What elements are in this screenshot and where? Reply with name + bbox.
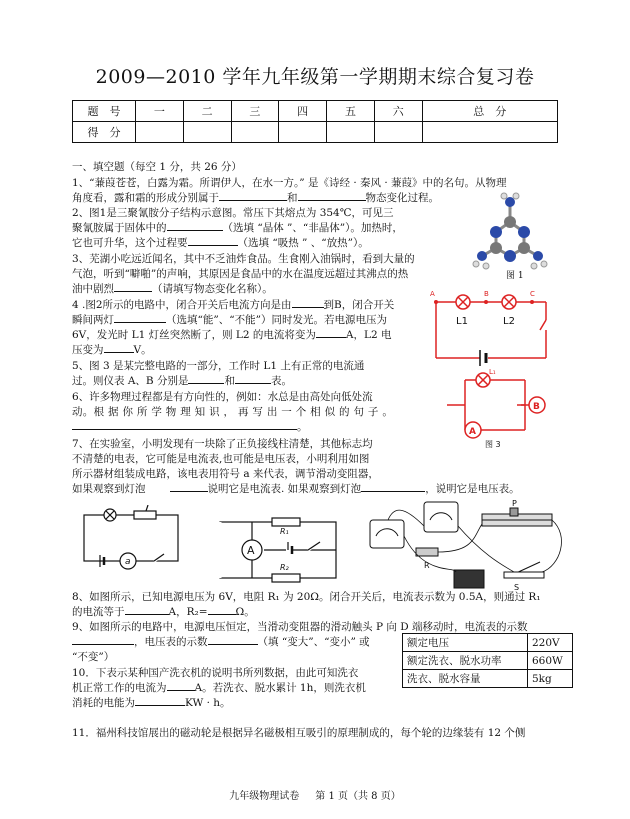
question-7-line-2: 不清楚的电表，它可能是电流表,也可能是电压表，小明利用如图 — [72, 453, 370, 465]
question-text: A。若洗衣、脱水累计 1h，则洗衣机 — [194, 682, 366, 694]
score-table-score-row — [73, 122, 558, 143]
question-text: 压变为 — [72, 344, 104, 356]
question-6-line-1: 6、许多物理过程都是有方向性的，例如：水总是由高处向低处流 — [72, 391, 373, 403]
meter-left — [370, 520, 404, 548]
question-text: 油中剧烈 — [72, 283, 114, 295]
answer-blank[interactable] — [114, 322, 166, 323]
question-6-line-2: 动。根 据 你 所 学 物 理 知 识 ， 再 写 出 一 个 相 似 的 句 子 。 — [72, 406, 394, 418]
answer-blank[interactable] — [208, 644, 258, 645]
question-text: 。 — [297, 421, 308, 433]
question-text: 表。 — [270, 375, 292, 387]
answer-blank[interactable] — [298, 200, 366, 201]
question-10-line-2 — [72, 681, 397, 696]
question-text: 6V，发光时 L1 灯丝突然断了，则 L2 的电流将变为 — [72, 329, 316, 341]
question-6-line-3 — [72, 420, 572, 435]
question-text: 过。则仪表 A、B 分别是 — [72, 375, 189, 387]
figure-2-point-c: C — [530, 290, 535, 298]
washer-spec-table — [402, 633, 573, 688]
footer-subject: 九年级物理试卷 — [229, 791, 300, 802]
question-text: 和 — [287, 192, 298, 204]
resistor-r1 — [272, 518, 300, 526]
question-8-line-1: 8、如图所示，已知电源电压为 6V，电阻 R₁ 为 20Ω。闭合开关后，电流表示数为 0.5A，则通过 R₁ — [72, 591, 541, 603]
score-header-cell: 一 — [136, 101, 184, 122]
resistor-label: R₁ — [280, 527, 289, 536]
figure-2-circuit — [428, 288, 558, 368]
question-7-line-4 — [72, 482, 582, 497]
ammeter-label: A — [247, 544, 255, 557]
answer-blank[interactable] — [235, 383, 271, 384]
question-9-apparatus — [364, 496, 570, 592]
score-header-cell: 总 分 — [422, 101, 557, 122]
question-text: 聚氰胺属于固体中的 — [72, 222, 167, 234]
spec-row — [403, 634, 573, 652]
figure-2-lamp-label: L2 — [503, 316, 515, 327]
figure-3-meter-b: B — [533, 402, 540, 412]
spec-value: 660W — [528, 652, 573, 670]
switch-label: S — [514, 583, 520, 592]
question-9-line-3: “不变”） — [72, 651, 115, 663]
score-header-cell: 六 — [374, 101, 422, 122]
figure-3-meter-a: A — [469, 427, 476, 437]
figure-2-point-b: B — [484, 290, 489, 298]
question-8-circuit — [212, 512, 344, 586]
answer-blank[interactable] — [114, 291, 152, 292]
meter-top — [424, 502, 458, 532]
question-text: A，R₂= — [168, 606, 208, 618]
score-input-cell[interactable] — [231, 122, 279, 143]
question-text: （填 “变大”、“变小” 或 — [257, 636, 370, 648]
rheostat-slider-label: P — [512, 499, 517, 508]
spec-row — [403, 670, 573, 688]
figure-2-lamp-label: L1 — [456, 316, 468, 327]
answer-blank[interactable] — [167, 690, 195, 691]
answer-blank[interactable] — [72, 429, 297, 430]
question-text: 它也可升华，这个过程要 — [72, 237, 188, 249]
question-1-line-1: 1、“蒹葭苍苍，白露为霜。所谓伊人，在水一方。” 是《诗经 · 秦风 · 蒹葭》中的名句。从物理 — [72, 177, 507, 189]
meter-symbol-a: a — [125, 557, 131, 567]
question-text: ，说明它是电压表。 — [425, 483, 520, 495]
score-header-cell: 三 — [231, 101, 279, 122]
answer-blank[interactable] — [316, 337, 346, 338]
question-10-line-1: 10．下表示某种国产洗衣机的说明书所列数据，由此可知洗衣 — [72, 667, 359, 679]
question-text: ，电压表的示数 — [134, 636, 208, 648]
question-3-line-1: 3、芜湖小吃远近闻名，其中不乏油炸食品。生食刚入油锅时，看到大量的 — [72, 253, 415, 265]
question-text: 消耗的电能为 — [72, 697, 135, 709]
spec-label: 额定电压 — [403, 634, 528, 652]
footer-page-number: 第 1 页（共 8 页） — [315, 791, 401, 802]
answer-blank[interactable] — [188, 383, 224, 384]
page-title: 2009—2010 学年九年级第一学期期末综合复习卷 — [95, 66, 535, 88]
answer-blank[interactable] — [135, 705, 185, 706]
figure-2-point-a: A — [430, 290, 435, 298]
spec-value: 5kg — [528, 670, 573, 688]
question-5-line-1: 5、图 3 是某完整电路的一部分，工作时 L1 上有正常的电流通 — [72, 360, 365, 372]
question-2-line-1: 2、图1是三聚氰胺分子结构示意图。常压下其熔点为 354℃，可见三 — [72, 207, 394, 219]
figure-3-circuit — [435, 368, 570, 448]
score-input-cell[interactable] — [327, 122, 375, 143]
lamp-holder-icon — [416, 548, 438, 556]
answer-blank[interactable] — [292, 307, 324, 308]
spec-label: 额定洗衣、脱水功率 — [403, 652, 528, 670]
question-text: 物态变化过程。 — [365, 192, 439, 204]
answer-blank[interactable] — [188, 245, 238, 246]
answer-blank[interactable] — [219, 200, 287, 201]
question-8-line-2 — [72, 605, 572, 620]
score-table — [72, 100, 558, 143]
figure-1-label: 图 1 — [506, 271, 524, 281]
score-table-header-row — [73, 101, 558, 122]
question-text: KW · h。 — [185, 697, 231, 709]
score-input-cell[interactable] — [279, 122, 327, 143]
question-text: 的电流等于 — [72, 606, 125, 618]
question-7-line-3: 所示器材组装成电路，该电表用符号 a 来代表，调节滑动变阻器， — [72, 468, 379, 480]
score-row-label: 得 分 — [73, 122, 136, 143]
answer-blank[interactable] — [104, 352, 134, 353]
question-text: 4 .图2所示的电路中，闭合开关后电流方向是由 — [72, 299, 292, 311]
figure-3-lamp-label: L₁ — [489, 368, 496, 376]
score-input-cell[interactable] — [183, 122, 231, 143]
question-text: （选填“能”、“不能”）同时发光。若电源电压为 — [166, 314, 387, 326]
question-7-line-1: 7、在实验室，小明发现有一块除了正负接线柱清楚，其他标志均 — [72, 438, 373, 450]
spec-value: 220V — [528, 634, 573, 652]
score-header-cell: 二 — [183, 101, 231, 122]
answer-blank[interactable] — [361, 491, 425, 492]
battery-icon — [454, 570, 484, 588]
question-text: 说明它是电流表. 如果观察到灯泡 — [207, 483, 362, 495]
score-header-cell: 题 号 — [73, 101, 136, 122]
score-input-cell[interactable] — [136, 122, 184, 143]
question-text: 如果观察到灯泡 — [72, 483, 146, 495]
score-header-cell: 四 — [279, 101, 327, 122]
question-text: 角度看，露和霜的形成分别属于 — [72, 192, 219, 204]
spec-row — [403, 652, 573, 670]
question-3-line-2: 气泡，听到“噼啪”的声响，其原因是食品中的水在温度远超过其沸点的热 — [72, 268, 409, 280]
resistor-r2 — [272, 574, 300, 582]
section-heading: 一、填空题（每空 1 分，共 26 分） — [72, 161, 242, 173]
question-text: 瞬间两灯 — [72, 314, 114, 326]
figure-3-label: 图 3 — [485, 440, 501, 448]
question-text: （选填 “晶体 ”、“非晶体”）。加热时， — [222, 222, 403, 234]
question-text: （请填写物态变化名称）。 — [152, 283, 273, 295]
question-text: （选填 “吸热 ” 、“放热”）。 — [237, 237, 369, 249]
question-11-line-1: 11．福州科技馆展出的磁动轮是根据异名磁极相互吸引的原理制成的，每个轮的边缘装有 12 个侧 — [72, 727, 526, 739]
question-7-circuit — [76, 505, 186, 570]
question-text: V。 — [133, 344, 152, 356]
rheostat-icon — [134, 511, 156, 519]
score-input-cell[interactable] — [422, 122, 557, 143]
question-text: 机正常工作的电流为 — [72, 682, 167, 694]
resistor-label: R — [424, 561, 430, 570]
resistor-label: R₂ — [280, 563, 289, 572]
page-footer — [0, 787, 630, 802]
answer-blank[interactable] — [170, 491, 208, 492]
question-9-line-1: 9、如图所示的电路中，电源电压恒定，当滑动变阻器的滑动触头 P 向 D 端移动时，电流表的示数 — [72, 621, 528, 633]
answer-blank[interactable] — [208, 614, 236, 615]
question-text: 到B，闭合开关 — [323, 299, 395, 311]
atom-n — [505, 197, 515, 207]
question-text: 和 — [224, 375, 235, 387]
score-input-cell[interactable] — [374, 122, 422, 143]
answer-blank[interactable] — [167, 230, 223, 231]
answer-blank[interactable] — [125, 614, 169, 615]
question-text: Ω。 — [235, 606, 255, 618]
score-header-cell: 五 — [327, 101, 375, 122]
question-text: A，L2 电 — [345, 329, 392, 341]
spec-label: 洗衣、脱水容量 — [403, 670, 528, 688]
answer-blank[interactable] — [72, 644, 134, 645]
question-10-line-3 — [72, 696, 397, 711]
